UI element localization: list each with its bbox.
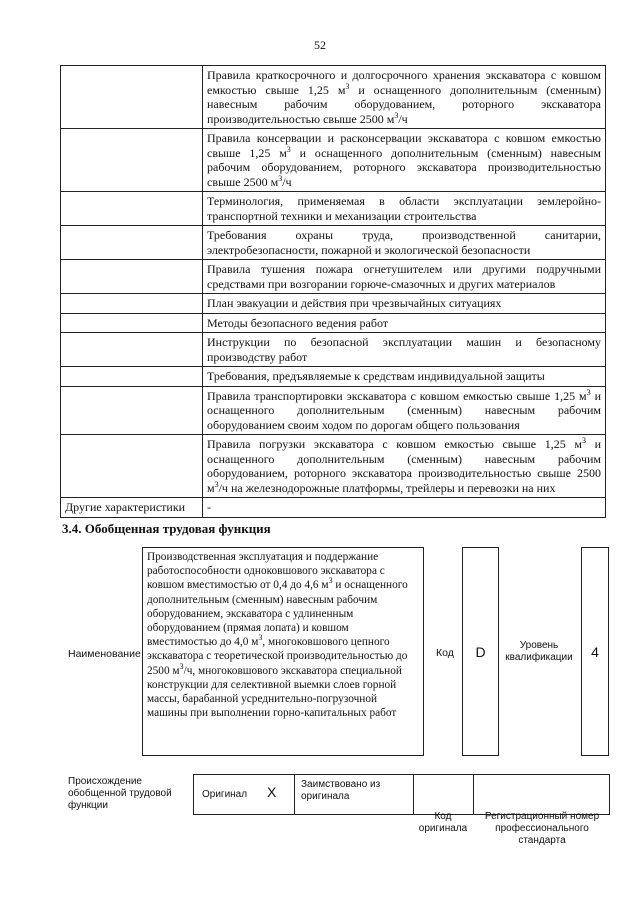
code-original-caption: Код оригинала bbox=[418, 811, 468, 834]
knowledge-item: Правила консервации и расконсервации экскаватора с ковшом емкостью свыше 1,25 $м^3$ и оснащенного дополнительным (сменным) навесным рабочим оборудованием, роторного экскаватора производительностью свыше 2500 $м^3/ч$ bbox=[203, 129, 606, 192]
code-label: Код bbox=[436, 647, 454, 659]
function-name-box bbox=[142, 547, 424, 756]
knowledge-item: Терминология, применяемая в области эксплуатации землеройно-транспортной техники и механизации строительства bbox=[203, 192, 606, 226]
knowledge-item: Правила краткосрочного и долгосрочного хранения экскаватора с ковшом емкостью свыше 1,25 $м^3$ и оснащенного дополнительным (сменным) навесным рабочим оборудованием, роторного экскаватора производительностью свыше 2500 $м^3/ч$ bbox=[203, 66, 606, 129]
level-value: 4 bbox=[581, 547, 609, 756]
section-title: 3.4. Обобщенная трудовая функция bbox=[62, 521, 271, 536]
knowledge-item: Требования охраны труда, производственной санитарии, электробезопасности, пожарной и экологической безопасности bbox=[203, 226, 606, 260]
table-row bbox=[61, 313, 606, 333]
table-row bbox=[61, 333, 606, 367]
other-characteristics-label: Другие характеристики bbox=[61, 498, 203, 518]
knowledge-item: Инструкции по безопасной эксплуатации машин и безопасному производству работ bbox=[203, 333, 606, 367]
table-row bbox=[61, 260, 606, 294]
table-row-other bbox=[61, 498, 606, 518]
row-label-cell bbox=[61, 435, 203, 498]
row-label-cell bbox=[61, 294, 203, 314]
code-value: D bbox=[462, 547, 499, 756]
origin-divider-3 bbox=[473, 774, 474, 815]
knowledge-item: Требования, предъявляемые к средствам индивидуальной защиты bbox=[203, 367, 606, 387]
page-number: 52 bbox=[314, 38, 326, 52]
row-label-cell bbox=[61, 192, 203, 226]
row-label-cell bbox=[61, 129, 203, 192]
name-label: Наименование bbox=[68, 648, 141, 660]
knowledge-item: План эвакуации и действия при чрезвычайных ситуациях bbox=[203, 294, 606, 314]
row-label-cell bbox=[61, 260, 203, 294]
table-row bbox=[61, 129, 606, 192]
other-characteristics-value: - bbox=[203, 498, 606, 518]
original-mark: X bbox=[267, 784, 277, 800]
knowledge-item: Методы безопасного ведения работ bbox=[203, 313, 606, 333]
origin-divider-2 bbox=[413, 774, 414, 815]
knowledge-item: Правила транспортировки экскаватора с ковшом емкостью свыше 1,25 $м^3$ и оснащенного дополнительным (сменным) навесным рабочим оборудованием своим ходом по дорогам общего пользования bbox=[203, 386, 606, 435]
row-label-cell bbox=[61, 333, 203, 367]
reg-number-caption: Регистрационный номер профессионального стандарта bbox=[484, 811, 600, 846]
table-row bbox=[61, 435, 606, 498]
table-row bbox=[61, 226, 606, 260]
function-name-text: Производственная эксплуатация и поддержание работоспособности одноковшового экскаватора с ковшом вместимостью от 0,4 до 4,6 $м^3$ и оснащенного дополнительным (сменным) навесным рабочим оборудованием, экскаватора с удлиненным оборудованием (прямая лопата) и ковшом вместимостью до 4,0 $м^3$, многоковшового цепного экскаватора с теоретической производительностью до 2500 $м^3/ч$, многоковшового экскаватора специальной конструкции для селективной выемки слоев горной массы, барабанной усреднительно-погрузочной машины при выполнении горно-капитальных работ bbox=[147, 551, 408, 720]
table-row bbox=[61, 386, 606, 435]
row-label-cell bbox=[61, 66, 203, 129]
row-label-cell bbox=[61, 367, 203, 387]
level-label: Уровень квалификации bbox=[505, 640, 573, 663]
table-row bbox=[61, 294, 606, 314]
origin-divider-1 bbox=[294, 774, 295, 815]
table-row bbox=[61, 367, 606, 387]
row-label-cell bbox=[61, 226, 203, 260]
origin-label: Происхождение обобщенной трудовой функции bbox=[68, 776, 172, 811]
table-row bbox=[61, 66, 606, 129]
borrowed-label: Заимствовано из оригинала bbox=[301, 779, 381, 802]
knowledge-item: Правила погрузки экскаватора с ковшом емкостью свыше 1,25 $м^3$ и оснащенного дополнительным (сменным) навесным рабочим оборудованием, роторного экскаватора производительностью свыше 2500 $м^3/ч$ на железнодорожные платформы, трейлеры и перевозки на них bbox=[203, 435, 606, 498]
table-row bbox=[61, 192, 606, 226]
original-label: Оригинал bbox=[202, 789, 248, 800]
knowledge-table bbox=[60, 65, 606, 518]
row-label-cell bbox=[61, 386, 203, 435]
row-label-cell bbox=[61, 313, 203, 333]
knowledge-item: Правила тушения пожара огнетушителем или другими подручными средствами при возгорании горюче-смазочных и других материалов bbox=[203, 260, 606, 294]
